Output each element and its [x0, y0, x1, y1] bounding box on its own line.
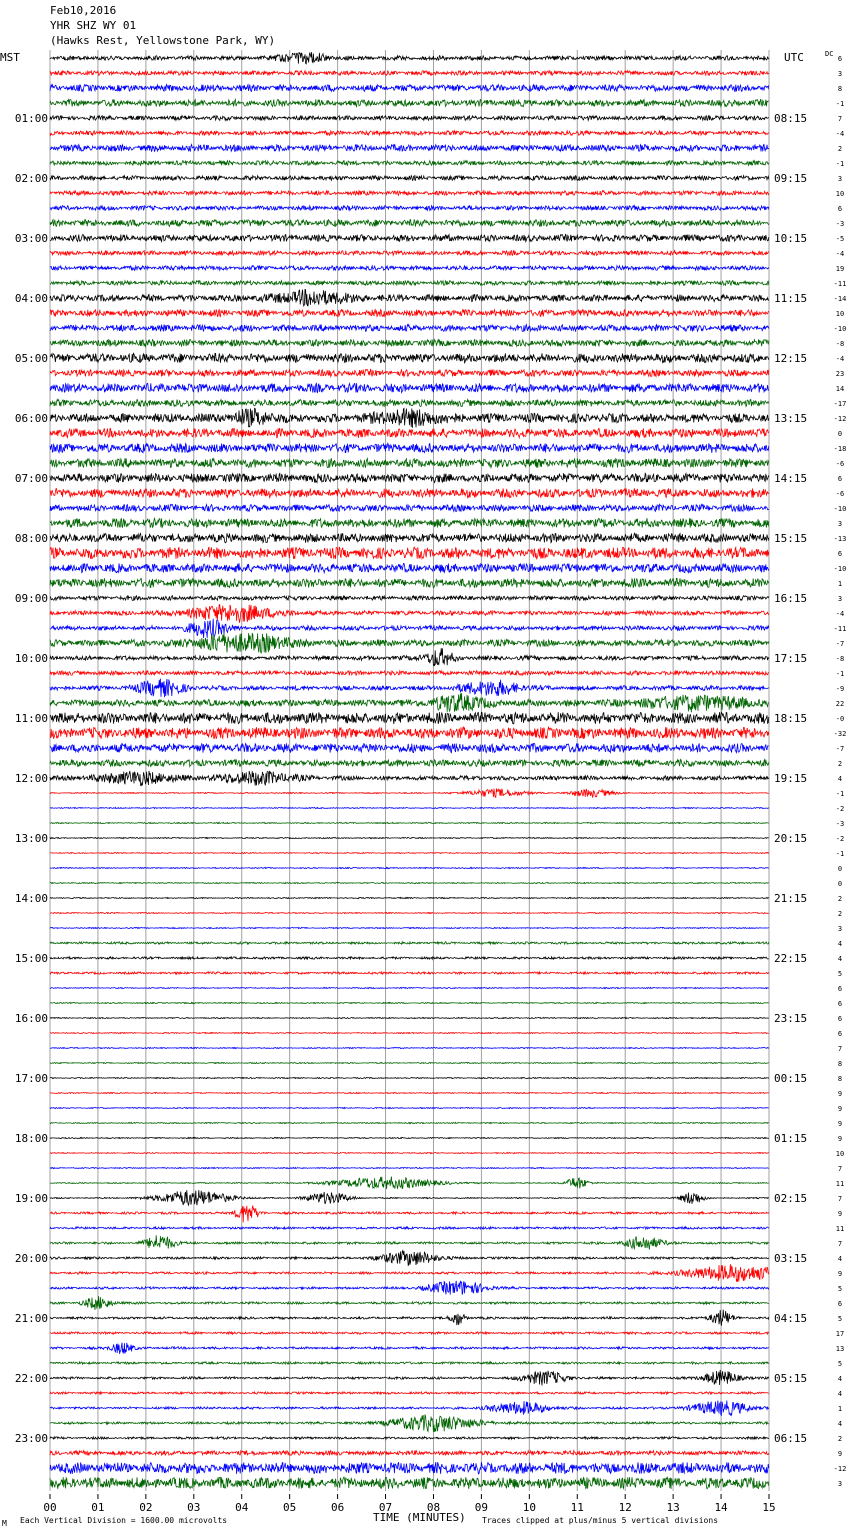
trace-row	[50, 281, 769, 286]
x-axis-title: TIME (MINUTES)	[373, 1511, 466, 1524]
dc-offset-label: -32	[833, 730, 847, 738]
trace-row	[50, 547, 769, 559]
hour-label-right: 16:15	[774, 592, 808, 605]
hour-label-left: 20:00	[14, 1252, 48, 1265]
hour-label-left: 06:00	[14, 412, 48, 425]
dc-offset-label: 6	[837, 475, 843, 483]
trace-row	[50, 912, 769, 913]
trace-row	[50, 52, 769, 64]
hour-label-right: 20:15	[774, 832, 808, 845]
x-tick-label: 08	[426, 1501, 441, 1514]
trace-row	[50, 1310, 769, 1326]
trace-row	[50, 927, 769, 928]
hour-label-left: 12:00	[14, 772, 48, 785]
dc-offset-label: 9	[837, 1135, 843, 1143]
trace-row	[50, 605, 769, 623]
x-tick-label: 09	[474, 1501, 489, 1514]
hour-label-right: 17:15	[774, 652, 808, 665]
dc-offset-label: 8	[837, 1075, 843, 1083]
trace-row	[50, 144, 769, 151]
dc-offset-label: -7	[835, 745, 845, 753]
dc-offset-label: 22	[835, 700, 845, 708]
trace-row	[50, 251, 769, 256]
dc-offset-label: 0	[837, 865, 843, 873]
dc-offset-label: 6	[837, 1000, 843, 1008]
x-tick-label: 01	[91, 1501, 105, 1514]
trace-row	[50, 234, 769, 241]
trace-row	[50, 1477, 769, 1489]
trace-row	[50, 1370, 769, 1386]
dc-offset-label: 3	[837, 595, 843, 603]
trace-row	[50, 837, 769, 838]
trace-row	[50, 1437, 769, 1439]
hour-label-left: 02:00	[14, 172, 48, 185]
trace-row	[50, 671, 769, 676]
trace-row	[50, 191, 769, 196]
dc-offset-label: 9	[837, 1210, 843, 1218]
dc-offset-label: 9	[837, 1090, 843, 1098]
x-tick-label: 02	[139, 1501, 153, 1514]
dc-offset-label: 7	[837, 1165, 843, 1173]
dc-offset-label: 4	[837, 1375, 843, 1383]
trace-row	[50, 633, 769, 653]
dc-offset-label: 3	[837, 925, 843, 933]
hour-label-right: 22:15	[774, 952, 808, 965]
dc-offset-label: 23	[835, 370, 845, 378]
dc-offset-label: 6	[837, 985, 843, 993]
trace-row	[50, 882, 769, 883]
trace-row	[50, 71, 769, 76]
hour-label-right: 18:15	[774, 712, 808, 725]
trace-row	[50, 1062, 769, 1063]
clip-note: Traces clipped at plus/minus 5 vertical divisions	[482, 1516, 719, 1525]
dc-offset-label: -11	[833, 280, 847, 288]
dc-offset-label: 10	[835, 190, 845, 198]
trace-row	[50, 1227, 769, 1229]
dc-offset-label: -1	[835, 670, 845, 678]
dc-offset-label: -1	[835, 790, 845, 798]
dc-offset-label: 2	[837, 1435, 843, 1443]
hour-label-left: 15:00	[14, 952, 48, 965]
dc-offset-label: -6	[835, 460, 845, 468]
header-location: (Hawks Rest, Yellowstone Park, WY)	[50, 34, 276, 47]
trace-row	[50, 473, 769, 482]
dc-offset-label: -1	[835, 160, 845, 168]
hour-label-left: 17:00	[14, 1072, 48, 1085]
trace-row	[50, 518, 769, 527]
hour-label-left: 11:00	[14, 712, 48, 725]
dc-offset-label: 4	[837, 775, 843, 783]
dc-offset-label: 6	[837, 55, 843, 63]
dc-offset-label: -3	[835, 220, 845, 228]
traces	[50, 52, 769, 1489]
trace-row	[50, 325, 769, 332]
trace-row	[50, 266, 769, 271]
header-date: Feb10,2016	[50, 4, 117, 17]
trace-row	[50, 1177, 769, 1190]
dc-offset-label: 6	[837, 205, 843, 213]
x-tick-label: 07	[378, 1501, 393, 1514]
trace-row	[50, 867, 769, 868]
trace-row	[50, 1451, 769, 1456]
dc-offset-label: -10	[833, 505, 847, 513]
trace-row	[50, 972, 769, 974]
trace-row	[50, 693, 769, 712]
trace-row	[50, 771, 769, 786]
hour-label-right: 12:15	[774, 352, 808, 365]
dc-offset-label: -4	[835, 250, 845, 258]
dc-offset-label: 5	[837, 1315, 843, 1323]
dc-offset-label: -13	[833, 535, 847, 543]
hour-label-left: 16:00	[14, 1012, 48, 1025]
dc-offset-label: -4	[835, 610, 845, 618]
trace-row	[50, 1152, 769, 1153]
dc-offset-label: -3	[835, 820, 845, 828]
hour-label-right: 14:15	[774, 472, 808, 485]
dc-offset-label: -8	[835, 655, 845, 663]
trace-row	[50, 1401, 769, 1416]
hour-label-left: 09:00	[14, 592, 48, 605]
dc-offset-label: 0	[837, 880, 843, 888]
trace-row	[50, 852, 769, 853]
trace-row	[50, 1092, 769, 1093]
trace-row	[50, 1190, 769, 1205]
dc-offset-label: 2	[837, 145, 843, 153]
trace-row	[50, 533, 769, 543]
trace-row	[50, 339, 769, 346]
trace-row	[50, 206, 769, 211]
hour-label-right: 21:15	[774, 892, 808, 905]
trace-row	[50, 1281, 769, 1295]
dc-offset-label: 10	[835, 1150, 845, 1158]
hour-label-right: 10:15	[774, 232, 808, 245]
hour-label-right: 00:15	[774, 1072, 808, 1085]
hour-label-right: 05:15	[774, 1372, 808, 1385]
hour-label-right: 01:15	[774, 1132, 808, 1145]
dc-offset-label: -4	[835, 355, 845, 363]
trace-row	[50, 897, 769, 898]
dc-offset-label: -2	[835, 805, 845, 813]
trace-row	[50, 505, 769, 512]
trace-row	[50, 290, 769, 306]
dc-offset-label: 9	[837, 1270, 843, 1278]
x-tick-label: 12	[618, 1501, 632, 1514]
dc-label: DC	[825, 50, 834, 58]
trace-row	[50, 353, 769, 363]
dc-offset-label: 6	[837, 550, 843, 558]
trace-row	[50, 759, 769, 766]
dc-offset-label: -10	[833, 565, 847, 573]
dc-offset-label: 14	[835, 385, 845, 393]
trace-row	[50, 1077, 769, 1078]
dc-offset-label: 4	[837, 1390, 843, 1398]
hour-label-left: 01:00	[14, 112, 48, 125]
footer-mark: M	[2, 1519, 7, 1528]
trace-row	[50, 578, 769, 587]
hour-label-left: 22:00	[14, 1372, 48, 1385]
hour-label-left: 19:00	[14, 1192, 48, 1205]
trace-row	[50, 1362, 769, 1364]
header-station: YHR SHZ WY 01	[50, 19, 137, 32]
x-tick-label: 00	[43, 1501, 57, 1514]
dc-offset-label: 9	[837, 1450, 843, 1458]
x-tick-label: 14	[714, 1501, 728, 1514]
trace-row	[50, 1122, 769, 1123]
scale-note: Each Vertical Division = 1600.00 microvolts	[20, 1516, 228, 1525]
x-tick-label: 13	[666, 1501, 680, 1514]
dc-offset-label: 0	[837, 430, 843, 438]
dc-offset-label: 9	[837, 1120, 843, 1128]
trace-row	[50, 822, 769, 823]
dc-offset-label: 13	[835, 1345, 845, 1353]
dc-offset-label: 8	[837, 1060, 843, 1068]
dc-offset-label: 3	[837, 520, 843, 528]
hour-label-left: 18:00	[14, 1132, 48, 1145]
dc-offset-label: 5	[837, 970, 843, 978]
dc-offset-label: -14	[833, 295, 847, 303]
trace-row	[50, 1017, 769, 1018]
trace-row	[50, 1206, 769, 1223]
trace-row	[50, 1332, 769, 1334]
hour-label-right: 11:15	[774, 292, 808, 305]
dc-offset-label: 1	[837, 1405, 843, 1413]
dc-offset-label: -2	[835, 835, 845, 843]
left-timezone-label: MST	[0, 51, 20, 64]
dc-offset-label: 3	[837, 70, 843, 78]
trace-row	[50, 309, 769, 316]
trace-row	[50, 1107, 769, 1108]
trace-row	[50, 1343, 769, 1354]
hour-label-right: 13:15	[774, 412, 808, 425]
trace-row	[50, 619, 769, 638]
dc-offset-label: 6	[837, 1030, 843, 1038]
hour-label-right: 08:15	[774, 112, 808, 125]
dc-offset-label: -4	[835, 130, 845, 138]
trace-row	[50, 789, 769, 798]
trace-row	[50, 99, 769, 106]
trace-row	[50, 383, 769, 392]
dc-offset-label: -5	[835, 235, 845, 243]
hour-label-right: 15:15	[774, 532, 808, 545]
trace-row	[50, 1462, 769, 1474]
trace-row	[50, 942, 769, 944]
hour-label-left: 04:00	[14, 292, 48, 305]
trace-row	[50, 369, 769, 376]
trace-row	[50, 1047, 769, 1048]
dc-offset-label: -0	[835, 715, 845, 723]
trace-row	[50, 743, 769, 752]
trace-row	[50, 428, 769, 438]
dc-offset-label: 6	[837, 1300, 843, 1308]
dc-offset-label: 10	[835, 310, 845, 318]
hour-label-right: 02:15	[774, 1192, 808, 1205]
trace-row	[50, 1002, 769, 1003]
dc-offset-label: -10	[833, 325, 847, 333]
trace-row	[50, 679, 769, 698]
dc-offset-label: 2	[837, 760, 843, 768]
dc-offset-label: 5	[837, 1285, 843, 1293]
dc-offset-label: 7	[837, 1240, 843, 1248]
hour-label-left: 08:00	[14, 532, 48, 545]
dc-offset-label: 3	[837, 1480, 843, 1488]
trace-row	[50, 648, 769, 666]
trace-row	[50, 161, 769, 166]
hour-label-left: 21:00	[14, 1312, 48, 1325]
trace-row	[50, 399, 769, 406]
trace-row	[50, 1032, 769, 1033]
x-tick-label: 03	[187, 1501, 201, 1514]
dc-offset-label: 9	[837, 1105, 843, 1113]
x-tick-label: 11	[570, 1501, 584, 1514]
trace-row	[50, 596, 769, 601]
trace-row	[50, 176, 769, 181]
hour-label-right: 19:15	[774, 772, 808, 785]
trace-row	[50, 1415, 769, 1433]
trace-row	[50, 443, 769, 453]
hour-label-right: 06:15	[774, 1432, 808, 1445]
x-tick-label: 10	[522, 1501, 536, 1514]
dc-offset-label: -18	[833, 445, 847, 453]
dc-offset-label: -6	[835, 490, 845, 498]
dc-offset-label: -12	[833, 1465, 847, 1473]
hour-label-right: 09:15	[774, 172, 808, 185]
hour-label-left: 13:00	[14, 832, 48, 845]
dc-offset-label: -12	[833, 415, 847, 423]
trace-row	[50, 727, 769, 739]
dc-offset-label: 4	[837, 955, 843, 963]
trace-row	[50, 1167, 769, 1168]
trace-row	[50, 1392, 769, 1394]
trace-row	[50, 1235, 769, 1249]
x-tick-label: 06	[330, 1501, 345, 1514]
dc-offset-label: -1	[835, 850, 845, 858]
dc-offset-label: 2	[837, 895, 843, 903]
trace-row	[50, 131, 769, 136]
dc-offset-label: 4	[837, 940, 843, 948]
dc-offset-label: -8	[835, 340, 845, 348]
trace-row	[50, 1264, 769, 1282]
x-tick-label: 04	[235, 1501, 249, 1514]
trace-row	[50, 116, 769, 121]
dc-offset-label: 19	[835, 265, 845, 273]
dc-offset-label: 7	[837, 1045, 843, 1053]
dc-offset-label: 4	[837, 1255, 843, 1263]
trace-row	[50, 458, 769, 467]
hour-label-left: 07:00	[14, 472, 48, 485]
hour-label-left: 14:00	[14, 892, 48, 905]
dc-offset-label: 7	[837, 115, 843, 123]
trace-row	[50, 220, 769, 227]
hour-label-right: 03:15	[774, 1252, 808, 1265]
trace-row	[50, 712, 769, 724]
hour-label-right: 04:15	[774, 1312, 808, 1325]
dc-offset-label: -9	[835, 685, 845, 693]
x-tick-label: 05	[283, 1501, 297, 1514]
trace-row	[50, 85, 769, 92]
trace-row	[50, 563, 769, 572]
right-timezone-label: UTC	[784, 51, 804, 64]
dc-offset-label: 8	[837, 85, 843, 93]
dc-offset-label: 5	[837, 1360, 843, 1368]
dc-offset-label: 2	[837, 910, 843, 918]
trace-row	[50, 1137, 769, 1138]
dc-offset-label: -17	[833, 400, 847, 408]
dc-offset-label: -7	[835, 640, 845, 648]
dc-offset-label: -1	[835, 100, 845, 108]
dc-offset-label: 3	[837, 175, 843, 183]
trace-row	[50, 1296, 769, 1310]
trace-row	[50, 987, 769, 988]
dc-offset-label: 17	[835, 1330, 845, 1338]
trace-row	[50, 488, 769, 497]
x-tick-label: 15	[762, 1501, 776, 1514]
trace-row	[50, 408, 769, 428]
axis-labels	[15, 55, 846, 1514]
dc-offset-label: 11	[835, 1225, 845, 1233]
dc-offset-label: 6	[837, 1015, 843, 1023]
trace-row	[50, 807, 769, 808]
dc-offset-label: 7	[837, 1195, 843, 1203]
trace-row	[50, 1251, 769, 1266]
trace-row	[50, 957, 769, 959]
hour-label-left: 23:00	[14, 1432, 48, 1445]
dc-offset-label: -11	[833, 625, 847, 633]
dc-offset-label: 11	[835, 1180, 845, 1188]
hour-label-left: 10:00	[14, 652, 48, 665]
dc-offset-label: 4	[837, 1420, 843, 1428]
dc-offset-label: 1	[837, 580, 843, 588]
hour-label-left: 05:00	[14, 352, 48, 365]
hour-label-left: 03:00	[14, 232, 48, 245]
hour-label-right: 23:15	[774, 1012, 808, 1025]
